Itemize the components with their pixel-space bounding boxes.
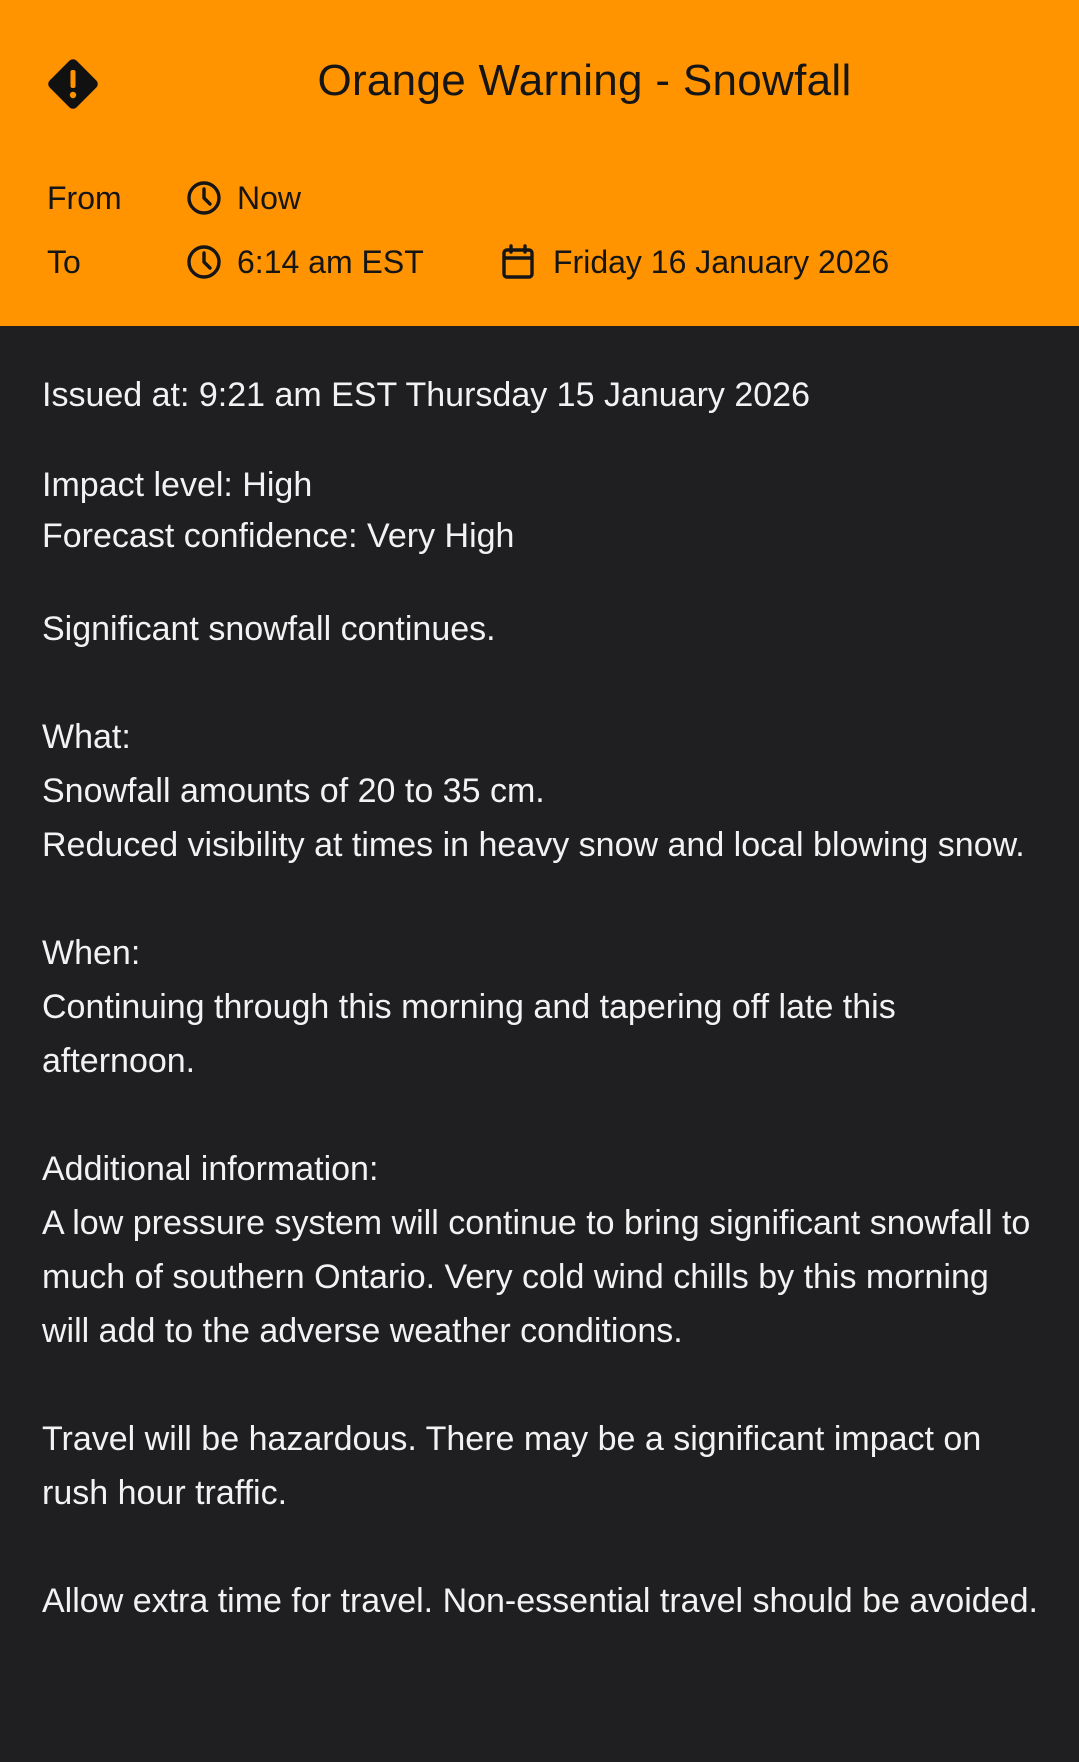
from-time: Now	[237, 180, 302, 216]
issued-time: Issued at: 9:21 am EST Thursday 15 January 2026	[42, 376, 810, 414]
forecast-confidence: Forecast confidence: Very High	[42, 517, 515, 555]
to-time: 6:14 am EST	[237, 244, 424, 280]
impact-level: Impact level: High	[42, 466, 313, 504]
warning-details[interactable]	[0, 326, 1079, 1762]
to-date: Friday 16 January 2026	[553, 244, 890, 280]
clock-icon	[185, 243, 223, 281]
warning-diamond-icon	[44, 55, 102, 113]
to-label: To	[47, 244, 81, 280]
clock-icon	[185, 179, 223, 217]
from-label: From	[47, 180, 122, 216]
warning-description: Significant snowfall continues. What: Snowfall amounts of 20 to 35 cm. Reduced visibility at times in heavy snow and local blowing snow. When: Continuing through this morning and tapering off late this afternoon. Additional information: A low pressure system will continue to bring significant snowfall to much of southern Ontario. Very cold wind chills by this morning will add to the adverse weather conditions. Travel will be hazardous. There may be a significant impact on rush hour traffic. Allow extra time for travel. Non-essential travel should be avoided.	[42, 610, 1038, 1620]
calendar-icon	[499, 243, 537, 281]
warning-header	[0, 0, 1079, 326]
warning-title: Orange Warning - Snowfall	[317, 56, 852, 105]
